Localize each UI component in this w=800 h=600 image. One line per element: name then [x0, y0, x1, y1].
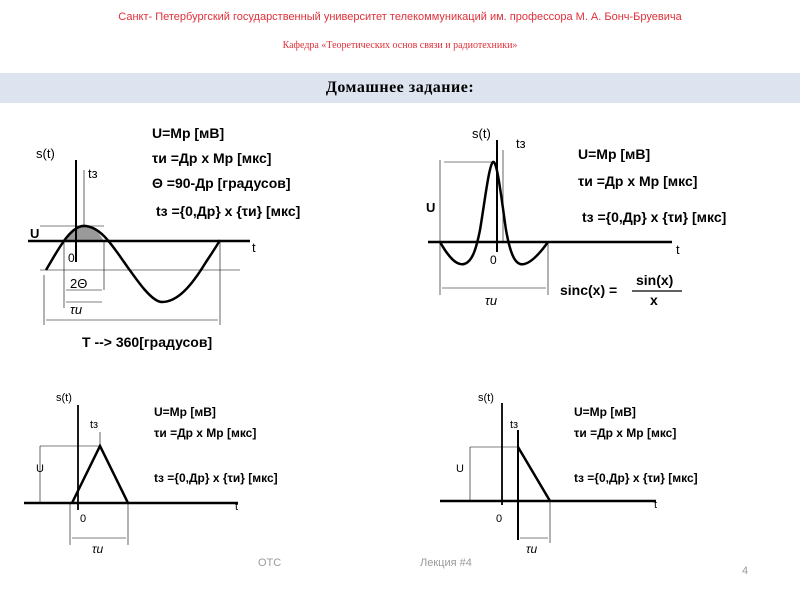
ramp-panel	[440, 392, 698, 556]
triangle-formula-tz: tз ={0,Др} х {τи} [мкс]	[154, 471, 278, 485]
ramp-formula-tau: τи =Др х Мр [мкс]	[574, 426, 677, 440]
sinc-formula-tz: tз ={0,Др} х {τи} [мкс]	[582, 209, 727, 225]
sinc-formula-u: U=Мр [мВ]	[578, 146, 651, 162]
sinc-u-label: U	[426, 200, 436, 215]
sine-zero-label: 0	[68, 251, 75, 265]
sinc-panel	[426, 126, 726, 308]
slide-title: Домашнее задание:	[325, 79, 475, 96]
triangle-tau-label: τи	[92, 542, 104, 556]
sinc-curve	[440, 162, 548, 264]
page-number: 4	[742, 565, 749, 577]
sine-tz-label: tз	[88, 166, 98, 181]
sinc-formula-tau: τи =Др х Мр [мкс]	[578, 173, 698, 189]
sine-formula-tau: τи =Др х Мр [мкс]	[152, 150, 272, 166]
triangle-formula-u: U=Мр [мВ]	[154, 405, 216, 419]
sine-s-label: s(t)	[36, 146, 55, 161]
footer-lecture: Лекция #4	[420, 557, 472, 569]
ramp-formula-tz: tз ={0,Др} х {τи} [мкс]	[574, 471, 698, 485]
sine-theta-label: 2Θ	[70, 276, 88, 291]
ramp-zero-label: 0	[496, 513, 503, 525]
university-header: Санкт- Петербургский государственный университет телекоммуникаций им. профессора М. А. Бонч-Бруевича	[118, 11, 682, 23]
sine-period-label: T --> 360[градусов]	[82, 334, 213, 350]
sine-panel	[28, 125, 300, 350]
ramp-tz-label: tз	[510, 419, 519, 431]
triangle-s-label: s(t)	[56, 392, 72, 404]
triangle-panel	[24, 392, 278, 556]
sine-formula-u: U=Мр [мВ]	[152, 125, 225, 141]
ramp-pulse	[518, 447, 550, 501]
sinc-numerator: sin(x)	[636, 272, 674, 288]
sine-u-label: U	[30, 226, 40, 241]
sinc-s-label: s(t)	[472, 126, 491, 141]
ramp-s-label: s(t)	[478, 392, 494, 404]
triangle-tz-label: tз	[90, 419, 99, 431]
triangle-pulse	[72, 446, 128, 503]
sine-tau-label: τи	[70, 302, 83, 317]
footer-course: ОТС	[258, 557, 282, 569]
ramp-formula-u: U=Мр [мВ]	[574, 405, 636, 419]
sinc-t-label: t	[676, 242, 680, 257]
triangle-formula-tau: τи =Др х Мр [мкс]	[154, 426, 257, 440]
department-header: Кафедра «Теоретических основ связи и радиотехники»	[282, 40, 518, 51]
triangle-t-label: t	[235, 501, 239, 513]
sine-formula-theta: Θ =90-Др [градусов]	[152, 175, 291, 191]
ramp-t-label: t	[654, 499, 658, 511]
sinc-tau-label: τи	[485, 293, 498, 308]
ramp-tau-label: τи	[526, 542, 538, 556]
sinc-zero-label: 0	[490, 253, 497, 267]
sinc-tz-label: tз	[516, 136, 526, 151]
sinc-definition: sinc(x) =	[560, 282, 618, 298]
ramp-u-label: U	[456, 463, 464, 475]
triangle-zero-label: 0	[80, 513, 87, 525]
sine-formula-tz: tз ={0,Др} х {τи} [мкс]	[156, 203, 301, 219]
sinc-denominator: x	[650, 292, 658, 308]
sine-t-label: t	[252, 240, 256, 255]
triangle-u-label: U	[36, 463, 44, 475]
